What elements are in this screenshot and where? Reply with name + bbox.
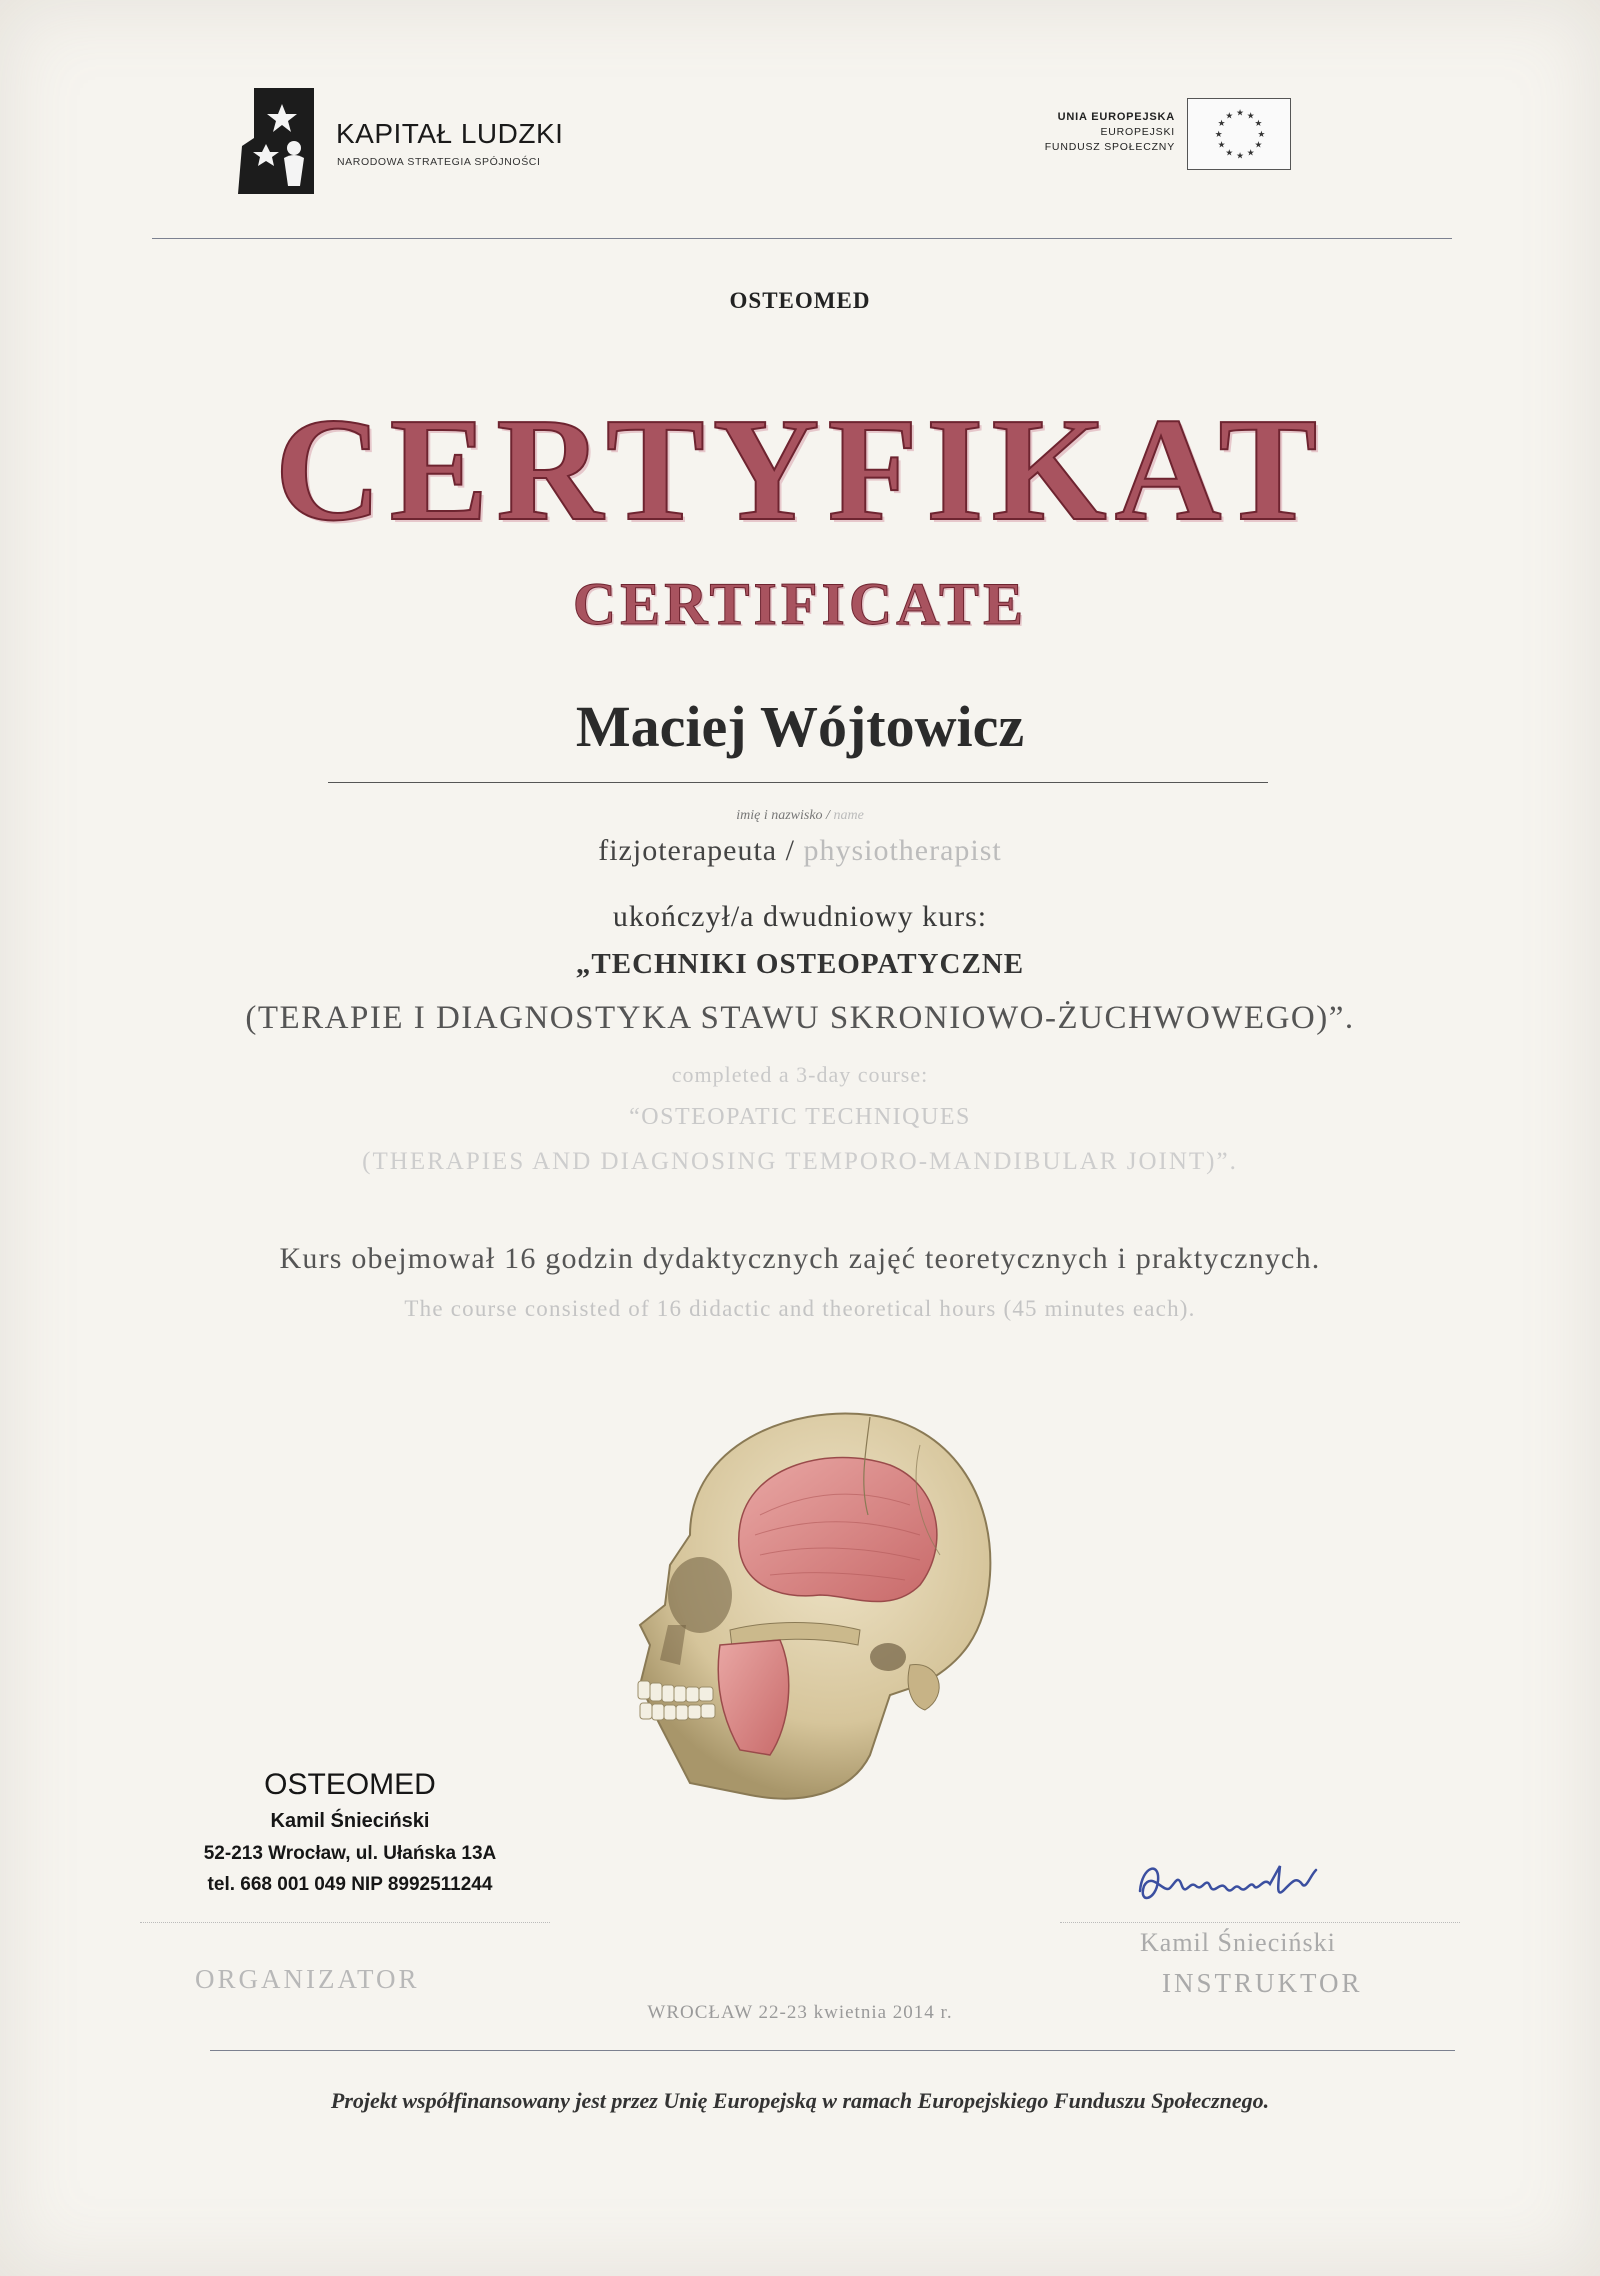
instructor-signature-line	[1060, 1922, 1460, 1923]
svg-text:★: ★	[1225, 148, 1234, 159]
svg-text:★: ★	[1217, 119, 1226, 130]
svg-text:★: ★	[1257, 129, 1266, 140]
svg-text:★: ★	[1236, 151, 1244, 162]
eu-logo-line1: UNIA EUROPEJSKA	[1057, 111, 1175, 123]
organizer-signature-line	[140, 1922, 550, 1923]
eu-logo-line3: FUNDUSZ SPOŁECZNY	[1044, 141, 1175, 153]
name-label-english: name	[833, 808, 864, 823]
svg-text:★: ★	[1246, 111, 1255, 122]
skull-anatomy-illustration	[620, 1395, 1000, 1815]
course-title-polish-line1: „TECHNIKI OSTEOPATYCZNE	[575, 948, 1025, 980]
place-and-date: WROCŁAW 22-23 kwietnia 2014 r.	[647, 2002, 953, 2023]
stamp-organization: OSTEOMED	[264, 1768, 436, 1801]
profession-english: physiotherapist	[803, 834, 1002, 867]
course-hours-polish: Kurs obejmował 16 godzin dydaktycznych zajęć teoretycznych i praktycznych.	[279, 1242, 1321, 1275]
instructor-signature	[1130, 1846, 1360, 1916]
course-title-polish-line2: (TERAPIE I DIAGNOSTYKA STAWU SKRONIOWO-ŻUCHWOWEGO)”.	[245, 1000, 1355, 1036]
completed-text-english: completed a 3-day course:	[671, 1062, 929, 1087]
svg-text:★: ★	[1254, 119, 1263, 130]
instructor-name: Kamil Śnieciński	[1140, 1928, 1336, 1957]
title-english: CERTIFICATE	[572, 571, 1028, 637]
course-title-english-line2: (THERAPIES AND DIAGNOSING TEMPORO-MANDIBULAR JOINT)”.	[362, 1148, 1238, 1175]
name-field-label	[0, 808, 1600, 824]
course-title-english-line1: “OSTEOPATIC TECHNIQUES	[629, 1104, 971, 1130]
name-label-polish: imię i nazwisko /	[736, 808, 830, 823]
svg-text:★: ★	[1246, 148, 1255, 159]
svg-text:★: ★	[1225, 111, 1234, 122]
footer-divider	[210, 2050, 1455, 2051]
instructor-role: INSTRUKTOR	[1162, 1968, 1363, 1998]
name-underline	[328, 782, 1268, 783]
stamp-person: Kamil Śnieciński	[270, 1810, 430, 1832]
kapital-ludzki-subtitle: NARODOWA STRATEGIA SPÓJNOŚCI	[337, 156, 541, 168]
stamp-contact: tel. 668 001 049 NIP 8992511244	[207, 1874, 493, 1895]
course-hours-english: The course consisted of 16 didactic and theoretical hours (45 minutes each).	[404, 1296, 1196, 1321]
svg-text:★: ★	[1214, 129, 1223, 140]
kapital-ludzki-logo-icon	[236, 86, 316, 196]
profession	[0, 834, 1600, 868]
svg-text:★: ★	[1217, 140, 1226, 151]
completed-text-polish: ukończył/a dwudniowy kurs:	[612, 900, 988, 933]
organizer-name-top: OSTEOMED	[729, 288, 871, 313]
footer-cofinancing-note: Projekt współfinansowany jest przez Unię Europejską w ramach Europejskiego Funduszu Społecznego.	[330, 2088, 1270, 2113]
organizer-label: ORGANIZATOR	[195, 1964, 420, 1994]
stamp-address: 52-213 Wrocław, ul. Ułańska 13A	[203, 1843, 497, 1864]
eu-flag-icon	[1187, 98, 1291, 170]
title-polish: CERTYFIKAT	[274, 388, 1326, 552]
recipient-name: Maciej Wójtowicz	[575, 694, 1025, 759]
svg-text:★: ★	[1236, 108, 1244, 119]
svg-text:★: ★	[1254, 140, 1263, 151]
profession-polish: fizjoterapeuta /	[598, 834, 795, 867]
eu-logo-line2: EUROPEJSKI	[1100, 126, 1175, 138]
header-divider	[152, 238, 1452, 239]
kapital-ludzki-title: KAPITAŁ LUDZKI	[336, 118, 564, 149]
